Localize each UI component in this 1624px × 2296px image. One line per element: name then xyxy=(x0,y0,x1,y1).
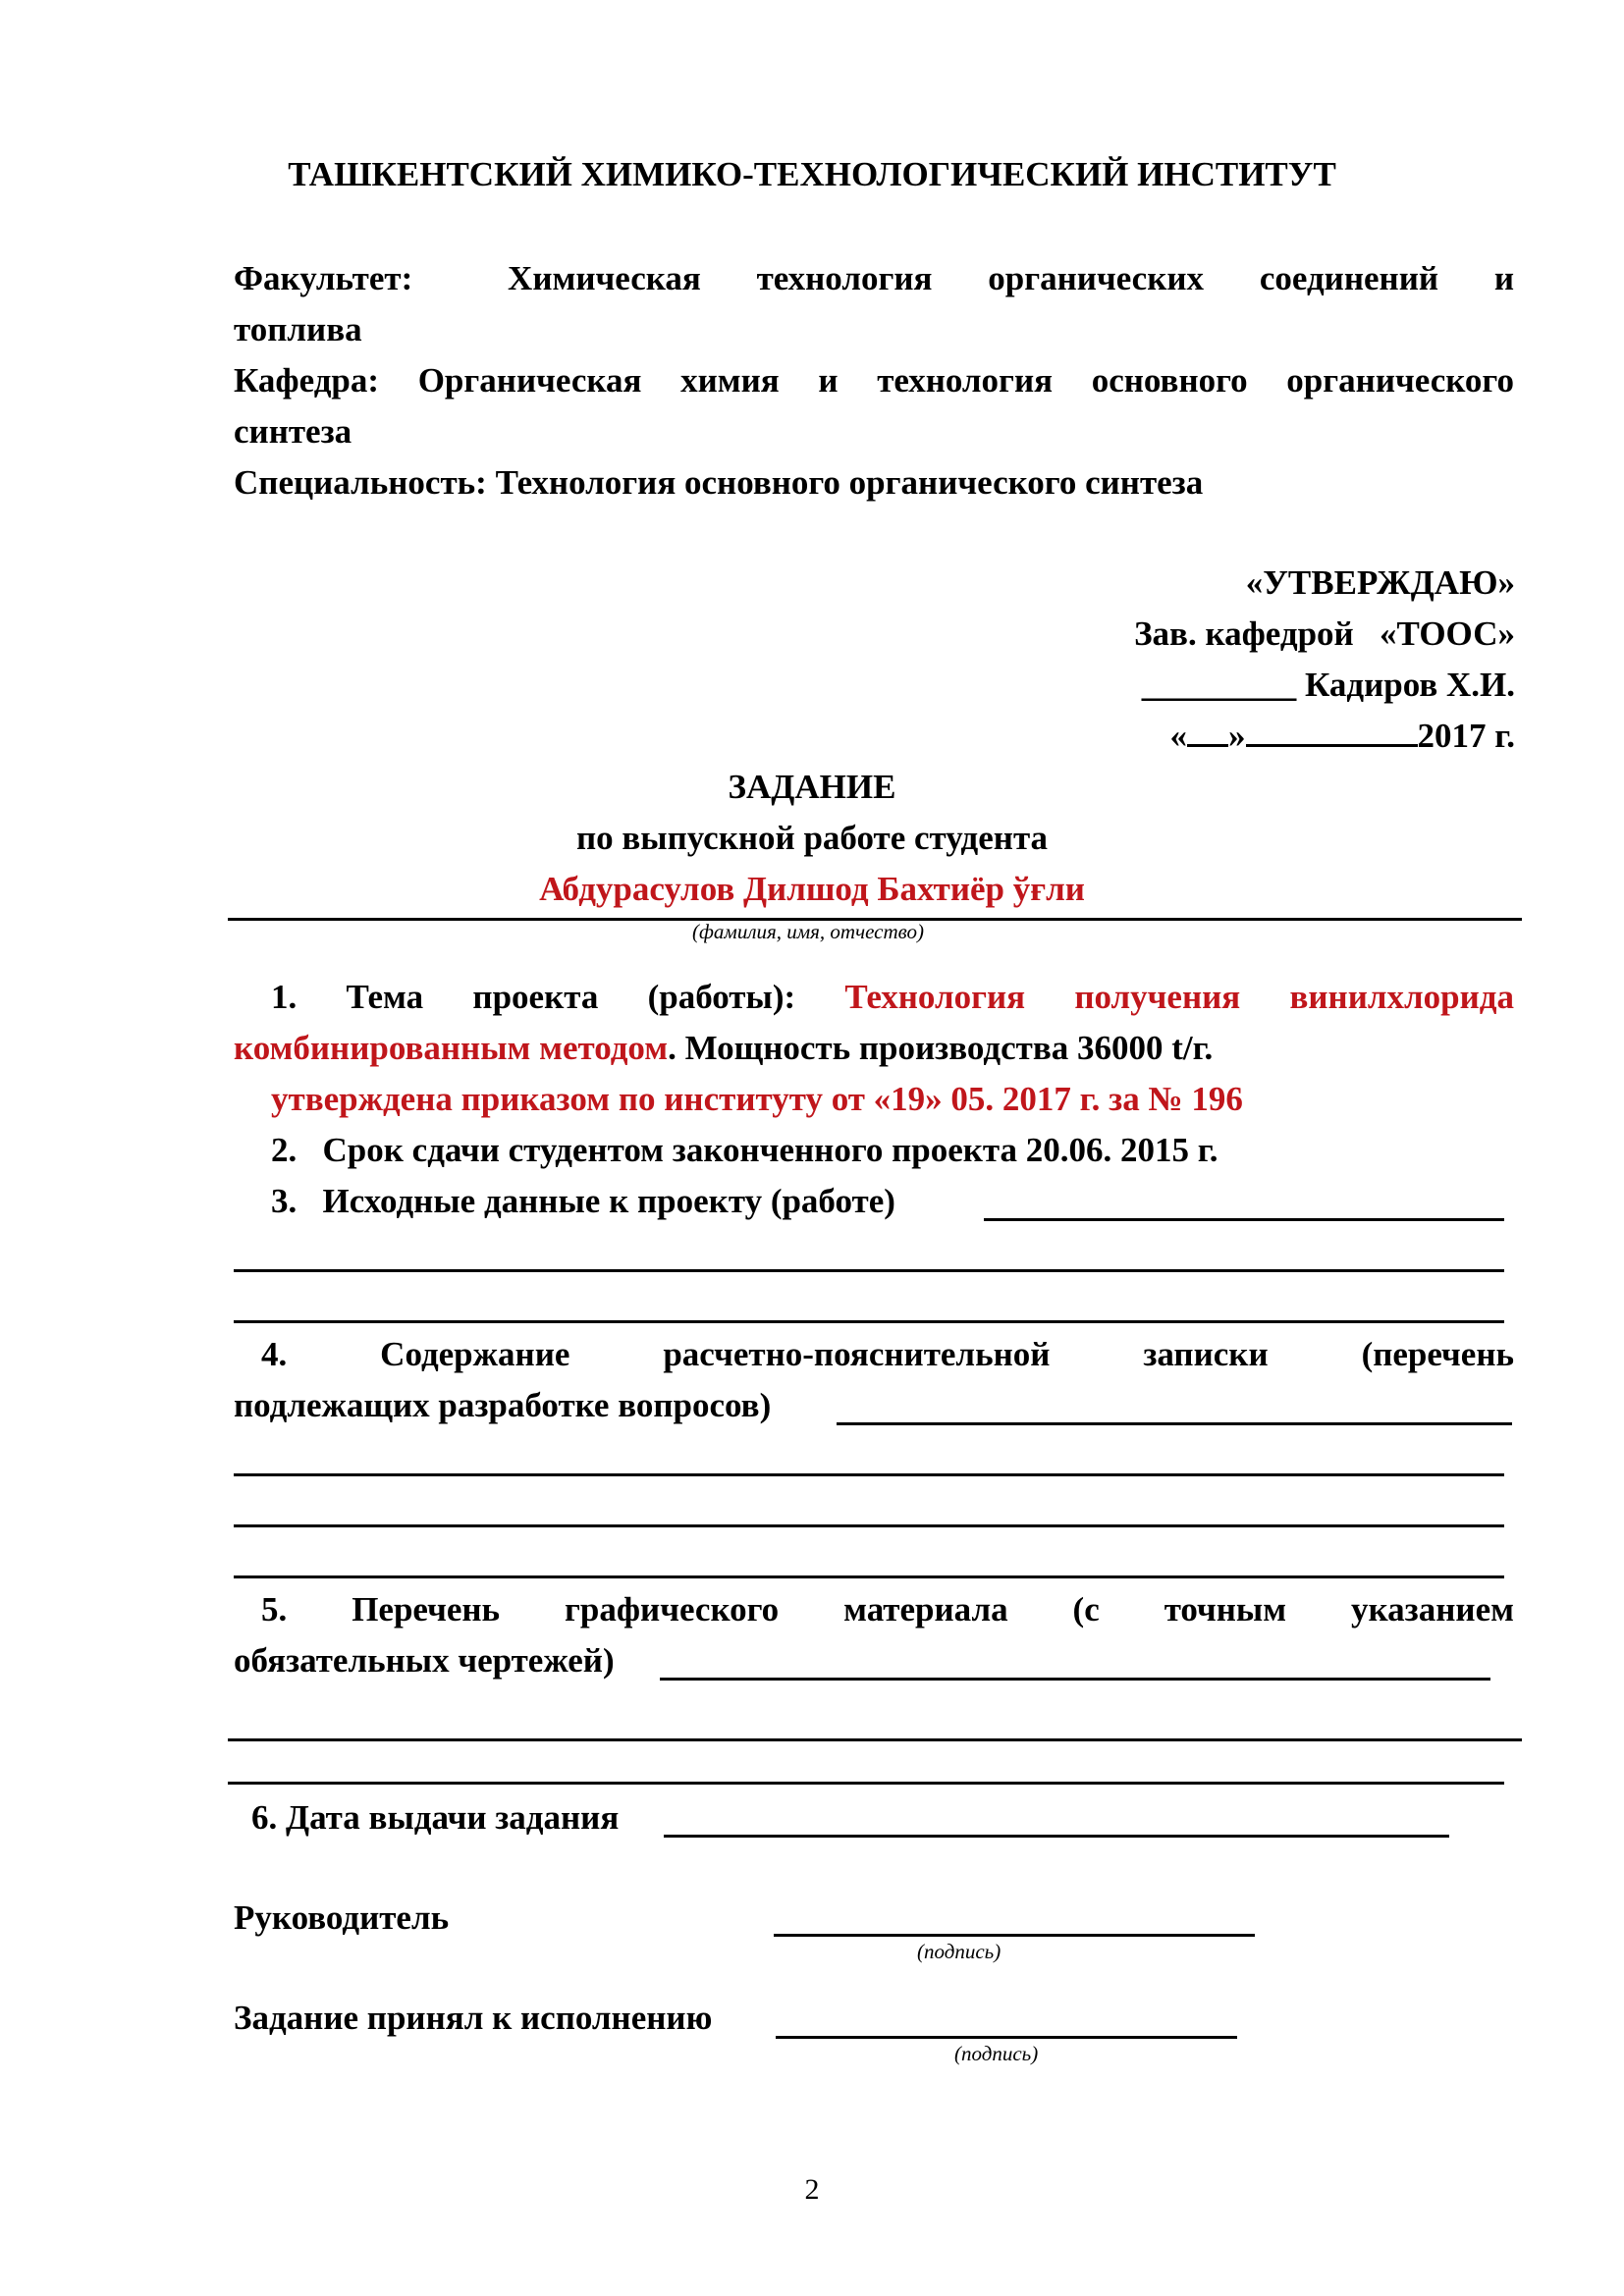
item4-word: Содержание xyxy=(380,1335,570,1373)
department-line xyxy=(234,355,1514,406)
approval-date-close: » xyxy=(1228,717,1246,755)
supervisor-signature-line xyxy=(774,1934,1255,1937)
item1-word: Тема xyxy=(346,978,424,1016)
item1-continuation xyxy=(234,1023,1213,1074)
item5-word: материала xyxy=(843,1590,1008,1629)
item6-blank-line xyxy=(664,1835,1449,1838)
item5-word: точным xyxy=(1164,1590,1287,1629)
faculty-word: технология xyxy=(756,259,933,297)
item1-word: (работы): xyxy=(647,978,796,1016)
approval-position xyxy=(1134,609,1515,660)
faculty-word: Химическая xyxy=(508,259,701,297)
item4-word: (перечень xyxy=(1361,1335,1514,1373)
item6-issue-date: 6. Дата выдачи задания xyxy=(251,1798,620,1837)
item5-blank-line xyxy=(228,1738,1522,1741)
item2-deadline: 2. Срок сдачи студентом законченного проекта 20.06. 2015 г. xyxy=(271,1131,1218,1169)
approval-position-dept: «ТООС» xyxy=(1379,614,1515,653)
item4-blank-line xyxy=(837,1422,1512,1425)
item4-line xyxy=(261,1329,1514,1380)
faculty-word: органических xyxy=(988,259,1205,297)
institute-title: ТАШКЕНТСКИЙ ХИМИКО-ТЕХНОЛОГИЧЕСКИЙ ИНСТИТУТ xyxy=(288,155,1336,193)
approval-month-blank xyxy=(1246,711,1418,747)
item4-continuation: подлежащих разработке вопросов) xyxy=(234,1386,772,1424)
item1-capacity: . Мощность производства 36000 t/г. xyxy=(668,1029,1214,1067)
department-word: Органическая xyxy=(417,361,642,400)
faculty-line xyxy=(234,253,1514,304)
item4-word: записки xyxy=(1143,1335,1269,1373)
department-label: Кафедра: xyxy=(234,361,380,400)
approval-title: «УТВЕРЖДАЮ» xyxy=(1245,563,1515,602)
faculty-continuation: топлива xyxy=(234,310,362,348)
item4-blank-line xyxy=(234,1524,1504,1527)
item4-blank-line xyxy=(234,1575,1504,1578)
item4-word: 4. xyxy=(261,1335,288,1373)
student-name-caption: (фамилия, имя, отчество) xyxy=(692,920,924,943)
item1-topic-word: получения xyxy=(1074,978,1241,1016)
item5-blank-line xyxy=(228,1782,1504,1785)
item5-line xyxy=(261,1584,1514,1635)
item1-topic-word: Технология xyxy=(844,978,1026,1016)
item1-topic-cont: комбинированным методом xyxy=(234,1029,669,1067)
department-word: основного xyxy=(1091,361,1248,400)
department-word: технология xyxy=(877,361,1054,400)
approval-head-name: Кадиров Х.И. xyxy=(1304,666,1515,704)
approval-date-open: « xyxy=(1169,717,1188,755)
accepted-signature-line xyxy=(776,2036,1237,2039)
approval-signature xyxy=(1142,660,1515,711)
department-word: органического xyxy=(1286,361,1514,400)
item5-word: указанием xyxy=(1351,1590,1514,1629)
faculty-word: и xyxy=(1493,259,1514,297)
page-number: 2 xyxy=(804,2173,820,2206)
item5-continuation: обязательных чертежей) xyxy=(234,1641,615,1680)
item5-word: Перечень xyxy=(352,1590,501,1629)
item1-line xyxy=(271,972,1514,1023)
item4-blank-line xyxy=(234,1473,1504,1476)
item1-order: утверждена приказом по институту от «19» 05. 2017 г. за № 196 xyxy=(271,1080,1243,1118)
item5-word: (с xyxy=(1072,1590,1100,1629)
department-word: и xyxy=(818,361,839,400)
item5-blank-line xyxy=(660,1678,1490,1681)
item3-blank-line xyxy=(984,1218,1504,1221)
approval-year: 2017 г. xyxy=(1417,717,1515,755)
specialty-line xyxy=(234,457,1203,508)
faculty-word: соединений xyxy=(1259,259,1439,297)
assignment-subtitle: по выпускной работе студента xyxy=(575,819,1049,857)
student-name: Абдурасулов Дилшод Бахтиёр ўғли xyxy=(539,870,1085,908)
accepted-label: Задание принял к исполнению xyxy=(234,1999,713,2037)
approval-signature-blank: _________ xyxy=(1141,666,1297,704)
specialty-value: Технология основного органического синтеза xyxy=(495,463,1204,502)
item1-topic-word: винилхлорида xyxy=(1289,978,1514,1016)
item3-source-data: 3. Исходные данные к проекту (работе) xyxy=(271,1182,895,1220)
item4-word: расчетно-пояснительной xyxy=(663,1335,1051,1373)
supervisor-label: Руководитель xyxy=(234,1898,450,1937)
department-word: химия xyxy=(680,361,780,400)
department-continuation: синтеза xyxy=(234,412,352,451)
approval-day-blank xyxy=(1187,711,1228,747)
item1-word: 1. xyxy=(271,978,298,1016)
faculty-label: Факультет: xyxy=(234,259,413,297)
assignment-title: ЗАДАНИЕ xyxy=(728,768,896,806)
specialty-label: Специальность: xyxy=(234,463,487,502)
item5-word: 5. xyxy=(261,1590,288,1629)
approval-date xyxy=(1170,711,1515,762)
accepted-signature-caption: (подпись) xyxy=(954,2042,1039,2065)
approval-position-label: Зав. кафедрой xyxy=(1134,614,1354,653)
supervisor-signature-caption: (подпись) xyxy=(917,1940,1001,1963)
item3-blank-line xyxy=(234,1320,1504,1323)
item1-word: проекта xyxy=(472,978,599,1016)
item5-word: графического xyxy=(564,1590,780,1629)
item3-blank-line xyxy=(234,1269,1504,1272)
